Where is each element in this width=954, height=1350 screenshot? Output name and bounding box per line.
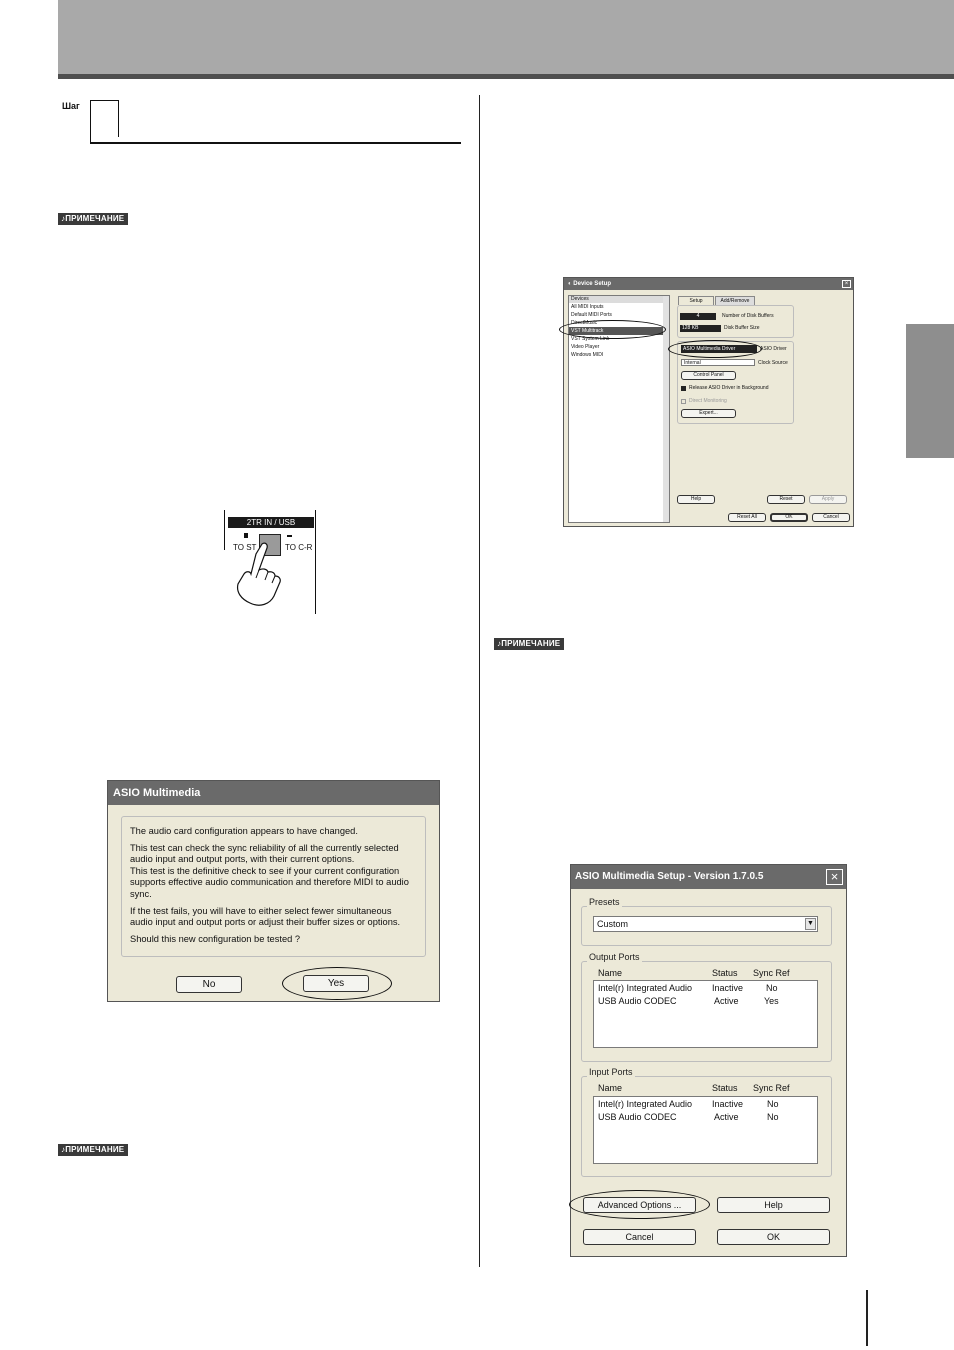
tab-setup[interactable]: Setup: [678, 296, 714, 305]
pointing-hand-icon: [232, 540, 294, 608]
asio-setup-title: ASIO Multimedia Setup - Version 1.7.0.5: [571, 865, 846, 889]
table-row[interactable]: USB Audio CODEC: [598, 996, 677, 1006]
list-item[interactable]: Windows MIDI: [571, 352, 604, 358]
header-rule: [58, 74, 954, 79]
devices-list: Devices All MIDI Inputs Default MIDI Ports DirectMusic VST Multitrack VST System Link Video Player Windows MIDI: [568, 295, 670, 523]
help-button[interactable]: Help: [717, 1197, 830, 1213]
panel-label: 2TR IN / USB: [228, 517, 314, 528]
list-item-selected[interactable]: VST Multitrack: [569, 327, 669, 335]
asio-setup-dialog: ASIO Multimedia Setup - Version 1.7.0.5 × Presets Custom ▼ Output Ports Name Status Sync Ref Intel(r) Integrated Audio Inactive No USB Audio CODEC Active Yes Input Ports Name Status Sync Ref Intel(r) Integrated Audio Inactive No Active USB Audio CODEC No Advanced Options ... Help Cancel OK: [570, 864, 847, 1257]
help-button[interactable]: Help: [677, 495, 715, 504]
side-tab: [906, 324, 954, 458]
clock-source-select[interactable]: Internal: [681, 359, 755, 366]
presets-select[interactable]: Custom ▼: [593, 916, 818, 932]
note-badge: ♪ПРИМЕЧАНИЕ: [494, 638, 564, 650]
note-badge: ♪ПРИМЕЧАНИЕ: [58, 1144, 128, 1156]
col-status: Status: [712, 968, 738, 978]
note-icon: ♪: [61, 214, 66, 223]
list-item[interactable]: Video Player: [571, 344, 600, 350]
panel-illustration: [224, 510, 318, 616]
note-icon: ♪: [497, 639, 502, 648]
list-item[interactable]: VST System Link: [571, 336, 610, 342]
reset-button[interactable]: Reset: [767, 495, 805, 504]
step-underline: [90, 142, 461, 144]
release-checkbox[interactable]: [681, 386, 686, 391]
close-icon[interactable]: ×: [826, 869, 843, 885]
header-band: [58, 0, 954, 74]
device-setup-title: ◐ Device Setup: [564, 278, 853, 290]
list-item[interactable]: DirectMusic: [571, 320, 598, 326]
step-frame-left: [90, 100, 91, 144]
expert-button[interactable]: Expert...: [681, 409, 736, 418]
no-button[interactable]: No: [176, 976, 242, 993]
highlight-ellipse: [569, 1190, 710, 1219]
reset-all-button[interactable]: Reset All: [728, 513, 766, 522]
device-setup-dialog: ◐ Device Setup × Devices All MIDI Inputs Default MIDI Ports DirectMusic VST Multitrack VST System Link Video Player Windows MIDI Setup Add/Remove 4 Number of Disk Buffers 128 KB Disk Buffer Size ASIO Multimedia Driver ASIO Driver Internal Clock Source Control Panel Release ASIO Driver in Background Direct Monitoring Expert... Help Reset Apply Reset All OK Cancel: [563, 277, 854, 527]
to-cr-label: TO C-R: [285, 543, 313, 552]
disk-buffers-field[interactable]: 4: [680, 313, 716, 320]
column-divider: [479, 95, 480, 1267]
list-item[interactable]: Default MIDI Ports: [571, 312, 612, 318]
control-panel-button[interactable]: Control Panel: [681, 371, 736, 380]
list-item[interactable]: All MIDI Inputs: [571, 304, 604, 310]
note-badge: ♪ПРИМЕЧАНИЕ: [58, 213, 128, 225]
ok-button[interactable]: OK: [717, 1229, 830, 1245]
advanced-options-button[interactable]: Advanced Options ...: [583, 1197, 696, 1213]
tab-add-remove[interactable]: Add/Remove: [715, 296, 755, 305]
buffer-size-select[interactable]: 128 KB: [680, 325, 721, 332]
apply-button[interactable]: Apply: [809, 495, 847, 504]
close-icon[interactable]: ×: [842, 280, 851, 288]
table-row[interactable]: Intel(r) Integrated Audio: [598, 983, 693, 993]
page-number-mark: [866, 1290, 868, 1346]
highlight-ellipse: [282, 967, 392, 1000]
buffer-group: [677, 305, 794, 338]
highlight-ellipse: [668, 340, 762, 358]
cancel-button[interactable]: Cancel: [583, 1229, 696, 1245]
highlight-ellipse: [559, 320, 666, 339]
note-icon: ♪: [61, 1145, 66, 1154]
app-icon: ◐: [568, 281, 574, 287]
yes-button[interactable]: Yes: [303, 975, 369, 992]
table-row[interactable]: USB Audio CODEC: [598, 1112, 677, 1122]
to-st-label: TO ST: [233, 543, 257, 552]
step-frame-top: [90, 100, 119, 101]
step-label: Шаг: [62, 101, 80, 111]
col-name: Name: [598, 968, 623, 978]
col-sync: Sync Ref: [753, 968, 790, 978]
asio-multimedia-dialog: [107, 780, 440, 1002]
table-row[interactable]: Intel(r) Integrated Audio: [598, 1099, 693, 1109]
ok-button[interactable]: OK: [770, 513, 808, 522]
step-frame-right: [118, 100, 119, 137]
dialog-message: The audio card configuration appears to have changed. This test can check the sync reliability of all the currently selected audio input and output ports, with their current options. This test is the definitive check to see if your current configuration supports effective audio communication and therefore MIDI to audio sync. If the test fails, you will have to either select fewer simultaneous audio input and output ports or adjust their buffer sizes or options. Should this new configuration be tested ?: [130, 826, 409, 944]
direct-monitoring-checkbox[interactable]: [681, 399, 686, 404]
chevron-down-icon[interactable]: ▼: [805, 918, 816, 930]
dialog-title: ASIO Multimedia: [108, 781, 439, 805]
asio-driver-select[interactable]: ASIO Multimedia Driver: [681, 345, 757, 353]
cancel-button[interactable]: Cancel: [812, 513, 850, 522]
